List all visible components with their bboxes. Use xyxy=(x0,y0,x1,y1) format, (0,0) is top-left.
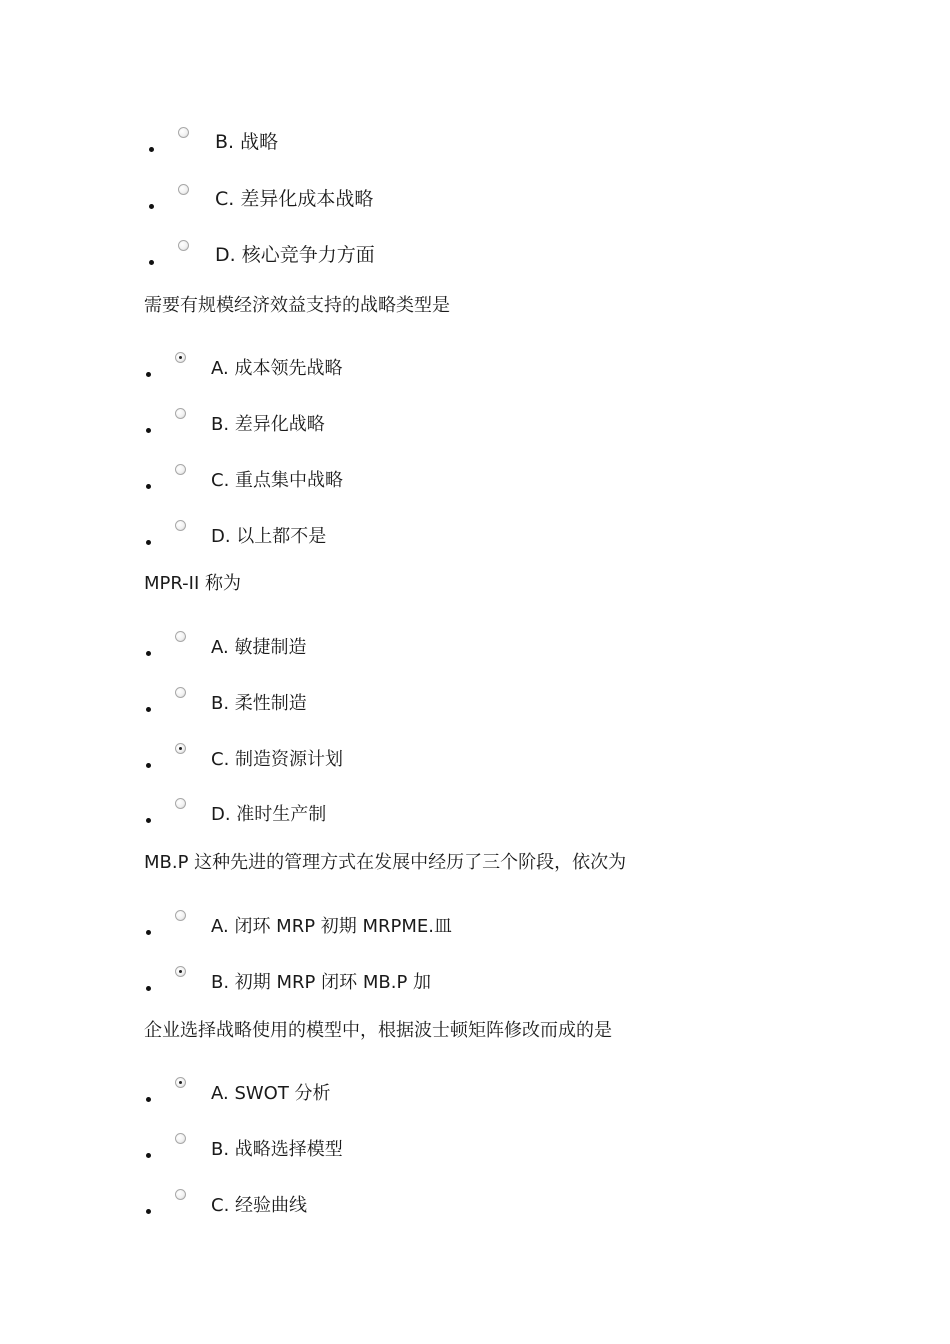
radio-button[interactable] xyxy=(178,240,189,251)
option-label: B. 战略 xyxy=(215,131,279,153)
list-bullet xyxy=(146,707,151,712)
option-label: A. 敏捷制造 xyxy=(211,637,307,658)
radio-button-selected[interactable] xyxy=(175,743,186,754)
list-bullet xyxy=(146,651,151,656)
option-d[interactable] xyxy=(0,519,950,559)
radio-button[interactable] xyxy=(175,631,186,642)
radio-button[interactable] xyxy=(175,520,186,531)
list-bullet xyxy=(149,204,154,209)
option-label: D. 核心竞争力方面 xyxy=(215,244,375,266)
radio-button[interactable] xyxy=(175,910,186,921)
option-d[interactable] xyxy=(0,797,950,837)
option-label: B. 初期 MRP 闭环 MB.P 加 xyxy=(211,972,432,993)
option-label: D. 准时生产制 xyxy=(211,804,327,825)
option-label: A. 闭环 MRP 初期 MRPME.皿 xyxy=(211,916,453,937)
option-label: B. 差异化战略 xyxy=(211,414,325,435)
option-d-core-competence[interactable] xyxy=(0,237,950,277)
radio-button[interactable] xyxy=(175,1133,186,1144)
option-label: C. 经验曲线 xyxy=(211,1195,308,1216)
radio-button-selected[interactable] xyxy=(175,966,186,977)
list-bullet xyxy=(146,484,151,489)
list-bullet xyxy=(146,763,151,768)
question-text: MB.P 这种先进的管理方式在发展中经历了三个阶段，依次为 xyxy=(144,852,627,873)
question-text: 企业选择战略使用的模型中，根据波士顿矩阵修改而成的是 xyxy=(144,1020,612,1041)
list-bullet xyxy=(146,372,151,377)
list-bullet xyxy=(146,1209,151,1214)
list-bullet xyxy=(146,986,151,991)
option-b-strategy[interactable] xyxy=(0,124,950,164)
radio-button-selected[interactable] xyxy=(175,1077,186,1088)
list-bullet xyxy=(146,428,151,433)
list-bullet xyxy=(149,147,154,152)
radio-button[interactable] xyxy=(178,184,189,195)
radio-button[interactable] xyxy=(175,1189,186,1200)
option-label: C. 重点集中战略 xyxy=(211,470,344,491)
option-c[interactable] xyxy=(0,1188,950,1228)
list-bullet xyxy=(146,818,151,823)
list-bullet xyxy=(146,930,151,935)
question-text: 需要有规模经济效益支持的战略类型是 xyxy=(144,295,450,316)
option-a[interactable] xyxy=(0,909,950,949)
option-label: B. 战略选择模型 xyxy=(211,1139,343,1160)
radio-button[interactable] xyxy=(178,127,189,138)
option-label: C. 差异化成本战略 xyxy=(215,188,374,210)
option-b[interactable] xyxy=(0,965,950,1005)
list-bullet xyxy=(146,540,151,545)
option-a[interactable] xyxy=(0,351,950,391)
radio-button-selected[interactable] xyxy=(175,352,186,363)
option-label: A. SWOT 分析 xyxy=(211,1083,331,1104)
radio-button[interactable] xyxy=(175,687,186,698)
option-b[interactable] xyxy=(0,686,950,726)
option-c-differentiated-cost[interactable] xyxy=(0,181,950,221)
option-label: B. 柔性制造 xyxy=(211,693,307,714)
option-c[interactable] xyxy=(0,742,950,782)
list-bullet xyxy=(149,260,154,265)
option-label: D. 以上都不是 xyxy=(211,526,327,547)
option-a[interactable] xyxy=(0,630,950,670)
radio-button[interactable] xyxy=(175,408,186,419)
question-text: MPR-II 称为 xyxy=(144,573,241,594)
option-label: C. 制造资源计划 xyxy=(211,749,344,770)
option-b[interactable] xyxy=(0,407,950,447)
list-bullet xyxy=(146,1153,151,1158)
option-c[interactable] xyxy=(0,463,950,503)
option-label: A. 成本领先战略 xyxy=(211,358,343,379)
option-a[interactable] xyxy=(0,1076,950,1116)
list-bullet xyxy=(146,1097,151,1102)
option-b[interactable] xyxy=(0,1132,950,1172)
radio-button[interactable] xyxy=(175,798,186,809)
radio-button[interactable] xyxy=(175,464,186,475)
